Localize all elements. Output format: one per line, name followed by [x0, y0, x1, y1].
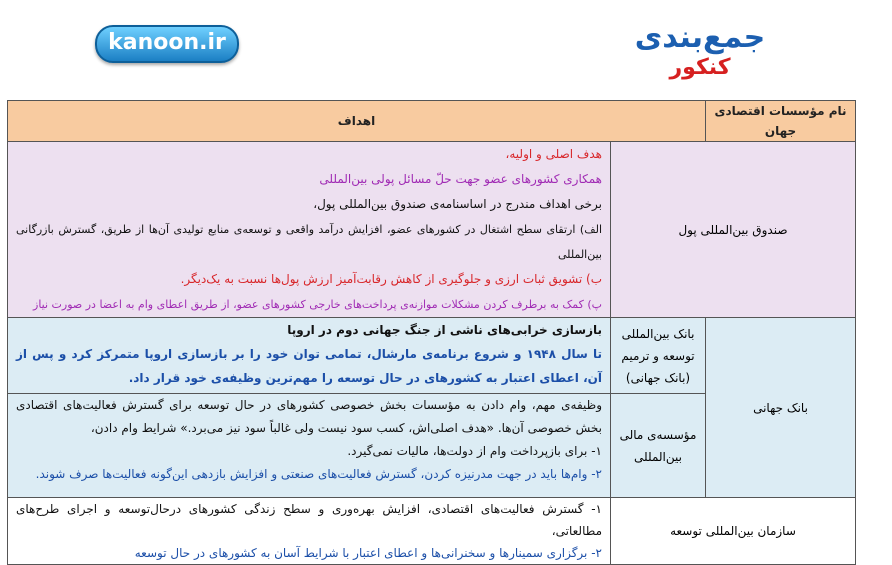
world-bank-group-cell: بانک جهانی [706, 318, 856, 498]
imf-goal-line: همکاری کشورهای عضو جهت حلّ مسائل پولی بین‌المللی [319, 172, 602, 186]
table-row-imf [8, 142, 856, 318]
undp-name-cell: سازمان بین‌المللی توسعه [611, 498, 856, 565]
ibrd-goal-line: تا سال ۱۹۴۸ و شروع برنامه‌ی مارشال، تمامی توان خود را بر بازسازی اروپا متمرکز کرد و پس از آن، اعطای اعتبار به کشورهای در حال توسعه را مهم‌ترین وظیفه‌ی خود قرار داد. [16, 347, 602, 385]
institutions-table [7, 100, 856, 565]
imf-goal-line: پ) کمک به برطرف کردن مشکلات موازنه‌ی پرداخت‌های خارجی کشورهای عضو، از طریق اعطای وام به اعضا در صورت نیاز [33, 298, 602, 311]
imf-name-cell: صندوق بین‌المللی پول [611, 142, 856, 318]
imf-goals-cell [8, 142, 611, 318]
ifc-goal-line: وظیفه‌ی مهم، وام دادن به مؤسسات بخش خصوصی کشورهای در حال توسعه برای گسترش فعالیت‌های اقتصادی بخش خصوصی آن‌ها. «هدف اصلی‌اش، کسب سود نیست ولی غالباً سود نیز می‌برد.» شرایط وام دادن، [16, 398, 602, 435]
table-header-row [8, 101, 856, 142]
ifc-goals-cell [8, 394, 611, 498]
imf-goal-line: برخی اهداف مندرج در اساسنامه‌ی صندوق بین‌المللی پول، [313, 197, 602, 211]
undp-goal-line: ۱- گسترش فعالیت‌های اقتصادی، افزایش بهره‌وری و سطح زندگی کشورهای درحال‌توسعه و اجرای طرح‌های مطالعاتی، [16, 502, 602, 538]
undp-goals-cell [8, 498, 611, 565]
ibrd-name-cell: بانک بین‌المللی توسعه و ترمیم (بانک جهانی) [611, 318, 706, 394]
logo-text: kanoon.ir [108, 30, 226, 55]
kanoon-logo[interactable] [95, 25, 239, 63]
column-header-goals: اهداف [8, 101, 706, 142]
page-header [0, 0, 892, 95]
brand-title-part1: جمع‌بندی [634, 20, 766, 55]
imf-goal-line: ب) تشویق ثبات ارزی و جلوگیری از کاهش رقابت‌آمیز ارزش پول‌ها نسبت به یک‌دیگر. [180, 272, 602, 286]
ifc-goal-line: ۱- برای بازپرداخت وام از دولت‌ها، مالیات نمی‌گیرد. [347, 444, 602, 458]
imf-goal-line: هدف اصلی و اولیه، [505, 147, 602, 161]
brand-title [610, 20, 790, 80]
ibrd-goal-line: بازسازی خرابی‌های ناشی از جنگ جهانی دوم در اروپا [287, 323, 602, 337]
table-row-ibrd [8, 318, 856, 394]
table-row-undp [8, 498, 856, 565]
undp-goal-line: ۲- برگزاری سمینارها و سخنرانی‌ها و اعطای اعتبار با شرایط آسان به کشورهای در حال توسعه [134, 546, 602, 560]
imf-goal-line: الف) ارتقای سطح اشتغال در کشورهای عضو، افزایش درآمد واقعی و توسعه‌ی منابع تولیدی آن‌ها از طریق، گسترش بازرگانی بین‌المللی [16, 223, 602, 261]
brand-title-part2: کنکور [669, 55, 731, 80]
ibrd-goals-cell [8, 318, 611, 394]
ifc-goal-line: ۲- وام‌ها باید در جهت مدرنیزه کردن، گسترش فعالیت‌های صنعتی و افزایش بازدهی این‌گونه فعالیت‌ها صرف شوند. [35, 467, 602, 481]
column-header-name: نام مؤسسات اقتصادی جهان [706, 101, 856, 142]
ifc-name-cell: مؤسسه‌ی مالی بین‌المللی [611, 394, 706, 498]
